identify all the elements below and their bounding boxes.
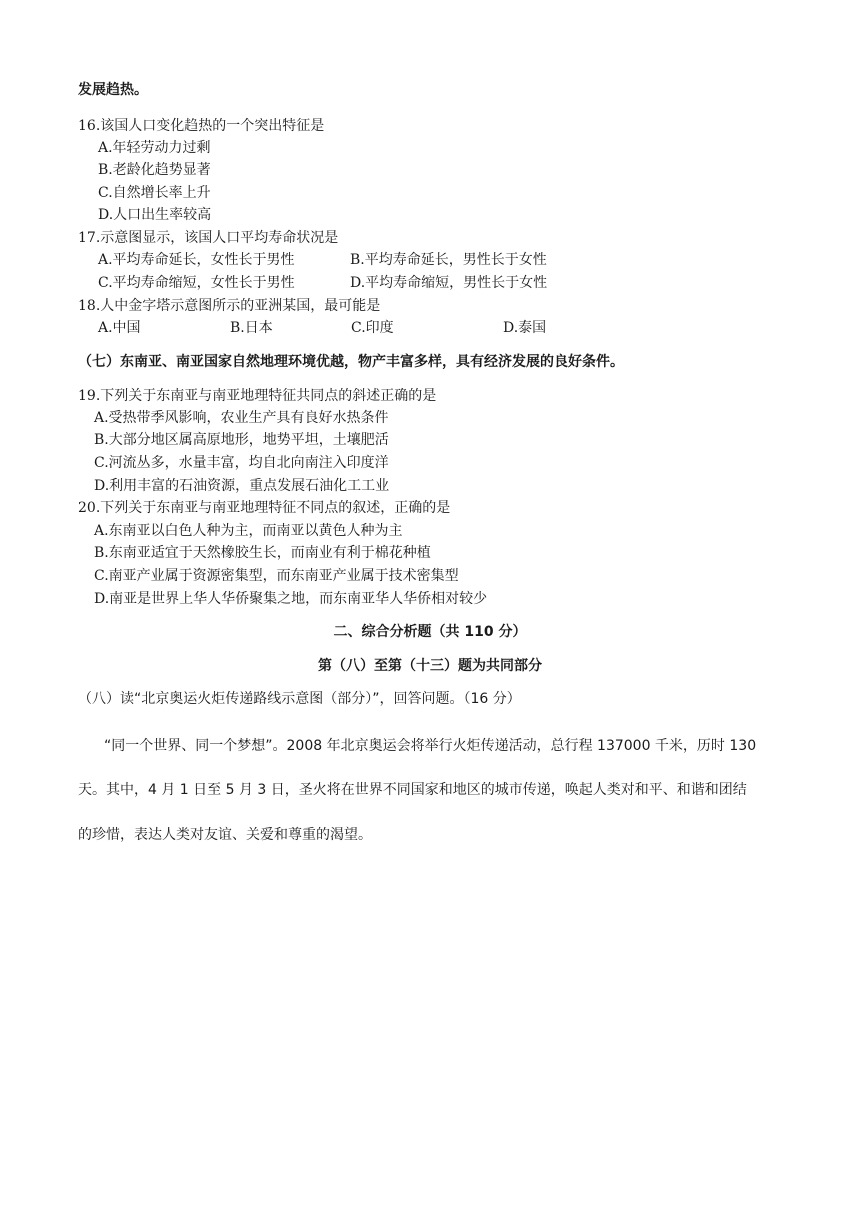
section-7-heading: （七）东南亚、南亚国家自然地理环境优越，物产丰富多样，具有经济发展的良好条件。 (78, 354, 624, 370)
passage-line-1: “同一个世界、同一个梦想”。2008 年北京奥运会将举行火炬传递活动，总行程 137000 千米，历时 130 (104, 738, 757, 754)
q19-option-d: D.利用丰富的石油资源，重点发展石油化工工业 (94, 478, 390, 494)
q18-option-c: C.印度 (351, 320, 394, 336)
passage-line-2: 天。其中，4 月 1 日至 5 月 3 日，圣火将在世界不同国家和地区的城市传递，唤起人类对和平、和谐和团结 (78, 782, 747, 798)
q16-option-a: A.年轻劳动力过剩 (98, 140, 211, 156)
q16-option-c: C.自然增长率上升 (98, 185, 211, 201)
q19-option-b: B.大部分地区属高原地形，地势平坦，土壤肥活 (94, 432, 389, 448)
q20-stem: 20.下列关于东南亚与南亚地理特征不同点的叙述，正确的是 (78, 500, 451, 516)
q18-option-a: A.中国 (98, 320, 141, 336)
q16-option-b: B.老龄化趋势显著 (98, 162, 211, 178)
q17-option-c: C.平均寿命缩短，女性长于男性 (98, 275, 295, 291)
passage-line-3: 的珍惜，表达人类对友谊、关爱和尊重的渴望。 (78, 827, 372, 843)
q17-option-b: B.平均寿命延长，男性长于女性 (350, 252, 547, 268)
q18-option-b: B.日本 (230, 320, 273, 336)
q16-stem: 16.该国人口变化趋热的一个突出特征是 (78, 118, 325, 134)
intro-tail: 发展趋热。 (78, 82, 148, 98)
part-2-title: 二、综合分析题（共 110 分） (333, 624, 527, 640)
q18-option-d: D.泰国 (503, 320, 547, 336)
q20-option-d: D.南亚是世界上华人华侨聚集之地，而东南亚华人华侨相对较少 (94, 591, 488, 607)
q20-option-a: A.东南亚以白色人种为主，而南亚以黄色人种为主 (94, 523, 403, 539)
q17-option-a: A.平均寿命延长，女性长于男性 (98, 252, 295, 268)
q17-option-d: D.平均寿命缩短，男性长于女性 (350, 275, 548, 291)
q19-stem: 19.下列关于东南亚与南亚地理特征共同点的斜述正确的是 (78, 388, 437, 404)
question-8-prompt: （八）读“北京奥运火炬传递路线示意图（部分）”，回答问题。（16 分） (78, 691, 521, 707)
q18-stem: 18.人中金字塔示意图所示的亚洲某国，最可能是 (78, 298, 381, 314)
part-2-subtitle: 第（八）至第（十三）题为共同部分 (318, 658, 542, 674)
q20-option-c: C.南亚产业属于资源密集型，而东南亚产业属于技术密集型 (94, 568, 459, 584)
q20-option-b: B.东南亚适宜于天然橡胶生长，而南业有利于棉花种植 (94, 545, 431, 561)
q19-option-c: C.河流丛多，水量丰富，均自北向南注入印度洋 (94, 455, 389, 471)
q17-stem: 17.示意图显示，该国人口平均寿命状况是 (78, 230, 339, 246)
q16-option-d: D.人口出生率较高 (98, 207, 212, 223)
q19-option-a: A.受热带季风影响，农业生产具有良好水热条件 (94, 410, 389, 426)
